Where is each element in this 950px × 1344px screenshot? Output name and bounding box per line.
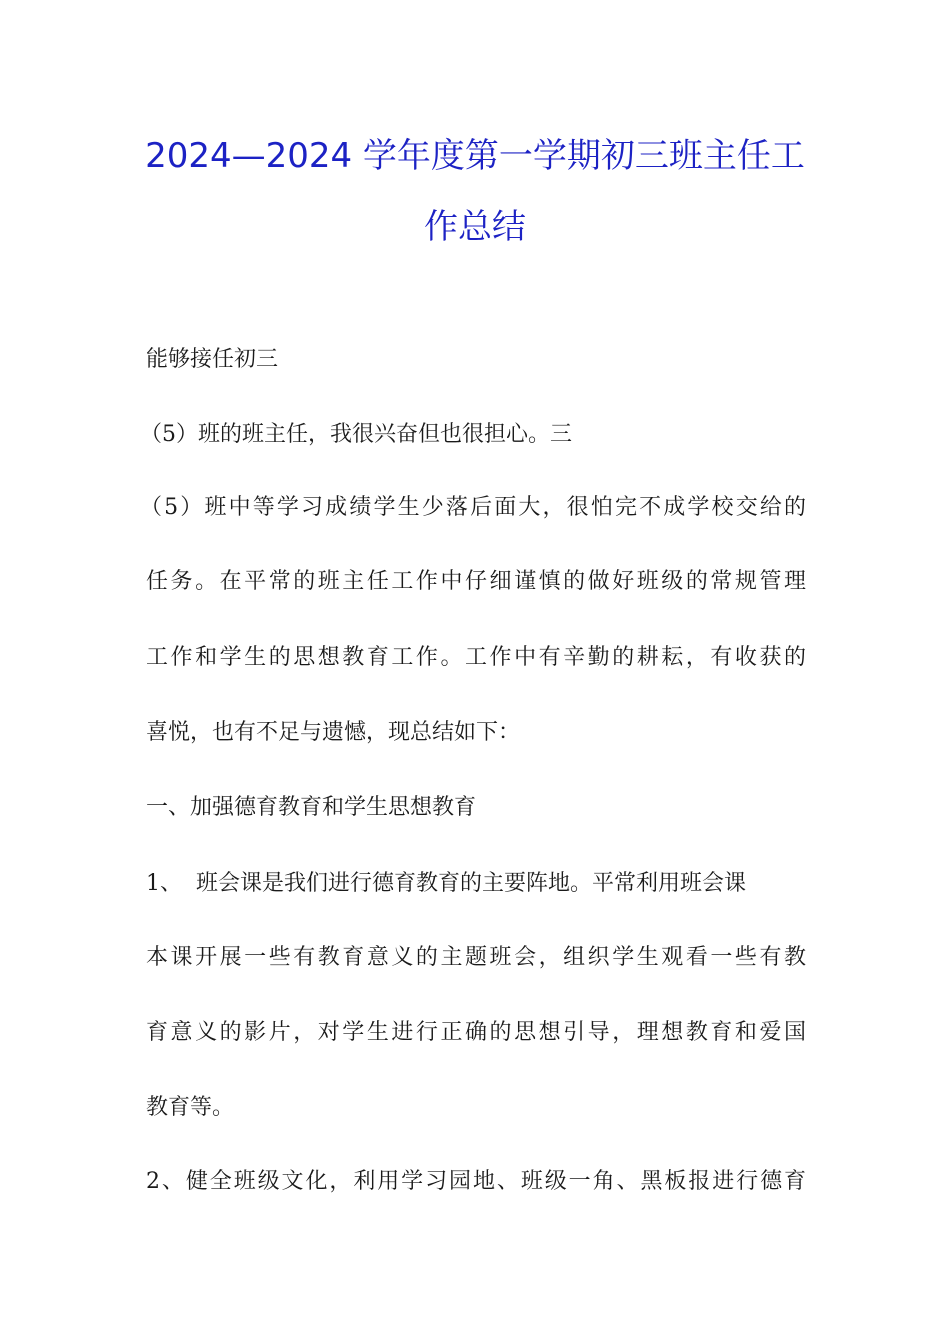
paragraph-line: 工作和学生的思想教育工作。工作中有辛勤的耕耘，有收获的 [146, 645, 806, 670]
paragraph-line: 1、 班会课是我们进行德育教育的主要阵地。平常利用班会课 [146, 871, 746, 896]
document-title-line-1: 2024—2024 学年度第一学期初三班主任工 [145, 136, 805, 176]
paragraph-line: （5）班的班主任，我很兴奋但也很担心。三 [140, 422, 572, 447]
document-title-line-2: 作总结 [424, 207, 526, 247]
paragraph-line: 能够接任初三 [146, 347, 279, 372]
paragraph-line: 教育等。 [146, 1095, 235, 1120]
paragraph-line: 2、健全班级文化，利用学习园地、班级一角、黑板报进行德育 [146, 1169, 806, 1194]
paragraph-line: 本课开展一些有教育意义的主题班会，组织学生观看一些有教 [146, 945, 806, 970]
paragraph-line: （5）班中等学习成绩学生少落后面大，很怕完不成学校交给的 [140, 495, 806, 520]
paragraph-line: 育意义的影片，对学生进行正确的思想引导，理想教育和爱国 [146, 1020, 806, 1045]
section-heading: 一、加强德育教育和学生思想教育 [146, 795, 477, 820]
paragraph-line: 任务。在平常的班主任工作中仔细谨慎的做好班级的常规管理 [146, 569, 806, 594]
paragraph-line: 喜悦，也有不足与遗憾，现总结如下： [146, 720, 521, 745]
